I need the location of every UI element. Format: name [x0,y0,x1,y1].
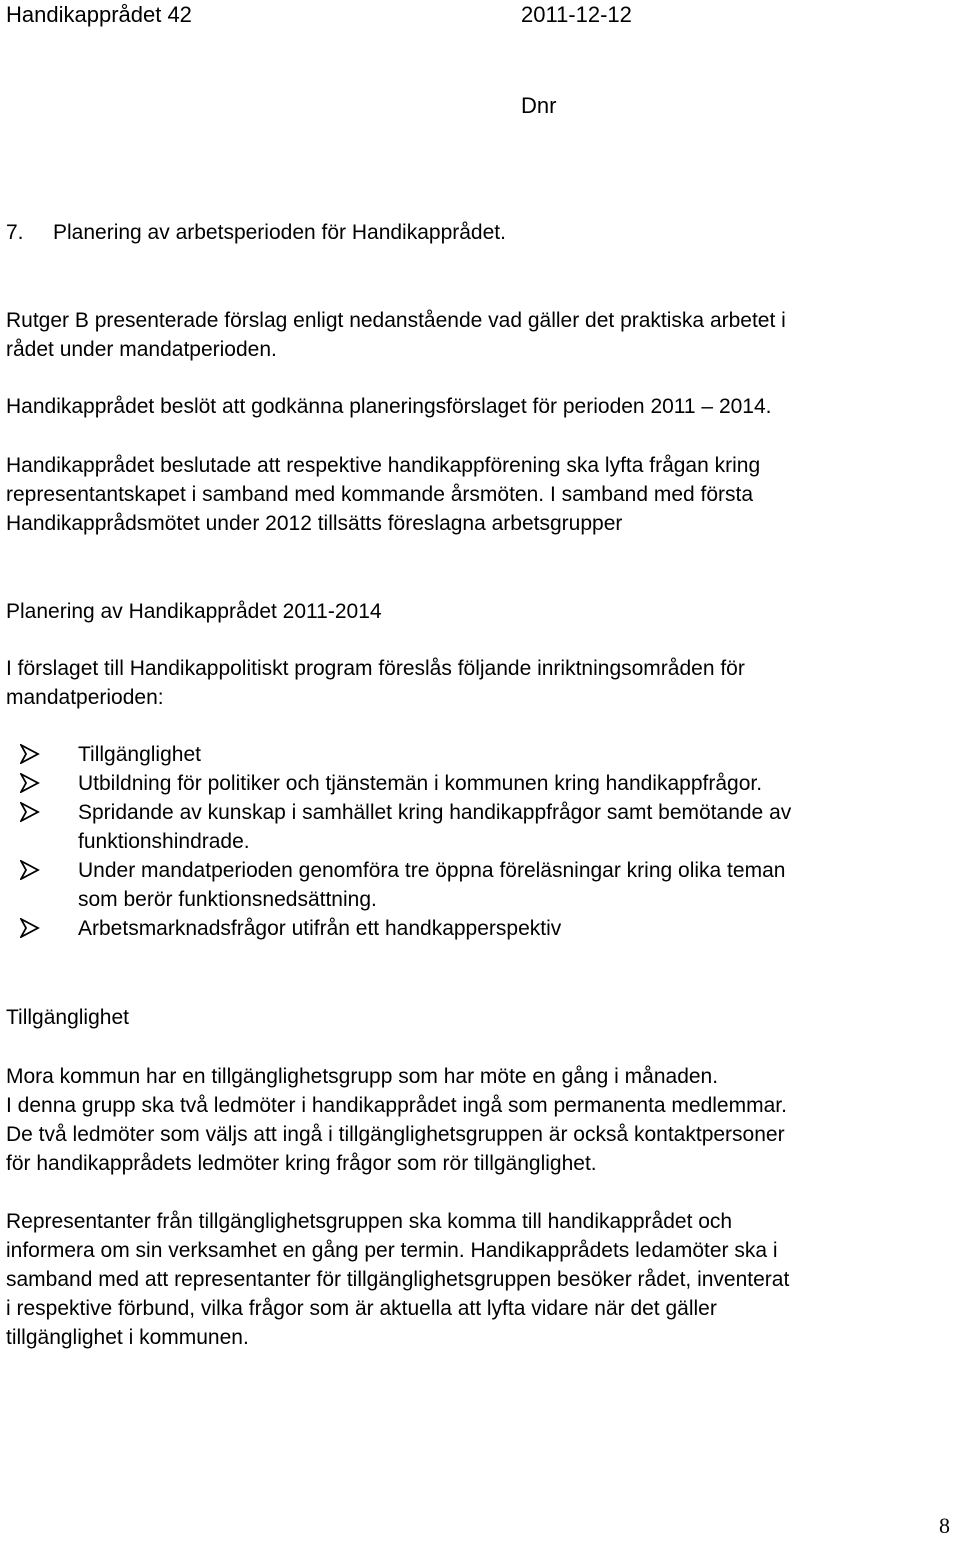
arrowhead-bullet-icon [20,918,40,938]
list-item [20,798,950,856]
paragraph-representation [6,451,760,538]
arrowhead-bullet-icon [20,802,40,822]
section-heading [6,218,506,247]
arrowhead-bullet-icon [20,773,40,793]
list-item-text: funktionshindrade. [78,830,250,853]
text-line: samband med att representanter för tillgänglighetsgruppen besöker rådet, inventerat [6,1268,790,1291]
focus-area-list [20,740,950,943]
list-item-text: Under mandatperioden genomföra tre öppna föreläsningar kring olika teman [78,859,786,882]
text-line: rådet under mandatperioden. [6,338,277,361]
paragraph-presentation [6,306,786,364]
list-item [20,856,950,914]
section-number: 7. [6,221,24,244]
text-line: Rutger B presenterade förslag enligt nedanstående vad gäller det praktiska arbetet i [6,309,786,332]
header-date: 2011-12-12 [521,2,632,27]
text-line: representantskapet i samband med kommande årsmöten. I samband med första [6,483,754,506]
text-line: för handikapprådets ledmöter kring frågor som rör tillgänglighet. [6,1152,597,1175]
subheading-tillganglighet: Tillgänglighet [6,1006,129,1029]
text-line: Mora kommun har en tillgänglighetsgrupp som har möte en gång i månaden. [6,1065,719,1088]
subheading-planering: Planering av Handikapprådet 2011-2014 [6,600,382,623]
text-line: mandatperioden: [6,686,164,709]
paragraph-representatives [6,1207,789,1352]
list-item-text: Utbildning för politiker och tjänstemän i kommunen kring handikappfrågor. [78,772,763,795]
text-line: Handikapprådet beslutade att respektive handikappförening ska lyfta frågan kring [6,454,761,477]
text-line: Representanter från tillgänglighetsgruppen ska komma till handikapprådet och [6,1210,733,1233]
arrowhead-bullet-icon [20,860,40,880]
text-line: I denna grupp ska två ledmöter i handikapprådet ingå som permanenta medlemmar. [6,1094,787,1117]
list-item-text: Spridande av kunskap i samhället kring handikappfrågor samt bemötande av [78,801,792,824]
page-number: 8 [939,1513,950,1538]
text-line: i respektive förbund, vilka frågor som är aktuella att lyfta vidare när det gäller [6,1297,717,1320]
arrowhead-bullet-icon [20,744,40,764]
list-item-text: som berör funktionsnedsättning. [78,888,377,911]
list-item-text: Tillgänglighet [78,743,201,766]
text-line: informera om sin verksamhet en gång per termin. Handikapprådets ledamöter ska i [6,1239,778,1262]
header-meeting: Handikapprådet 42 [6,2,192,27]
list-item [20,740,950,769]
list-item [20,769,950,798]
section-title: Planering av arbetsperioden för Handikapprådet. [53,221,506,244]
list-item-text: Arbetsmarknadsfrågor utifrån ett handkapperspektiv [78,917,562,940]
list-item [20,914,950,943]
text-line: I förslaget till Handikappolitiskt program föreslås följande inriktningsområden för [6,657,745,680]
paragraph-accessibility-group [6,1062,787,1178]
text-line: tillgänglighet i kommunen. [6,1326,249,1349]
header-dnr: Dnr [521,93,557,118]
paragraph-proposal [6,654,745,712]
text-line: Handikapprådsmötet under 2012 tillsätts föreslagna arbetsgrupper [6,512,623,535]
text-line: De två ledmöter som väljs att ingå i tillgänglighetsgruppen är också kontaktpersoner [6,1123,785,1146]
paragraph-decision: Handikapprådet beslöt att godkänna planeringsförslaget för perioden 2011 – 2014. [6,395,772,418]
